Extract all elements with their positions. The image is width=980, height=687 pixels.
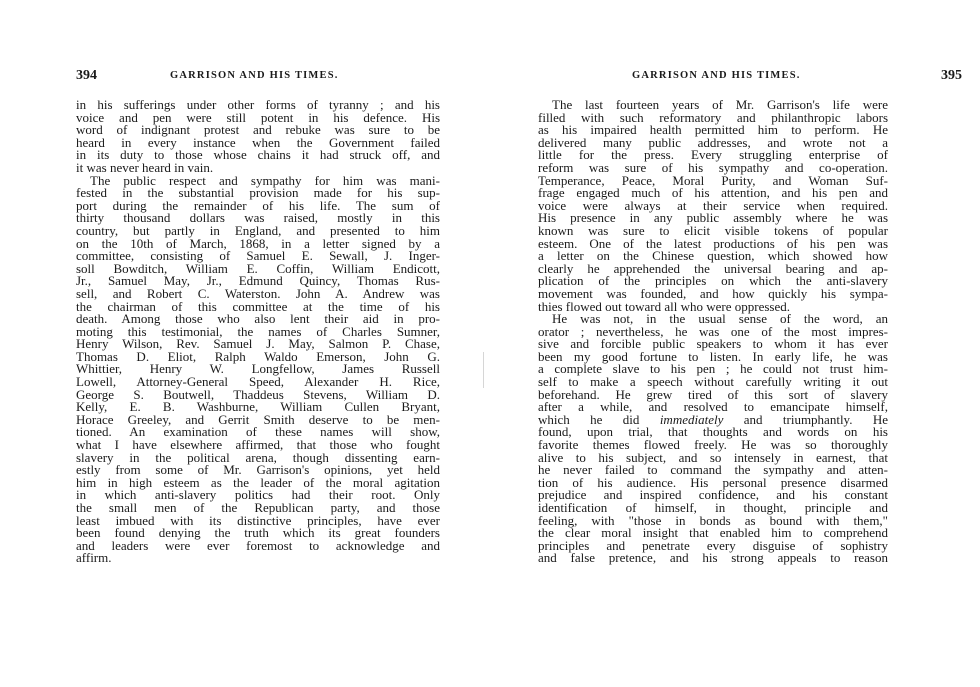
text-line: in its duty to those whose chains it had struck off, and <box>76 147 440 163</box>
text-line: what I have elsewhere affirmed, that those who fought <box>76 437 440 453</box>
text-line: fested in the substantial provision made for his sup- <box>76 185 440 201</box>
text-line: the clear moral insight that enabled him to comprehend <box>538 525 888 541</box>
text-line: thirty thousand dollars was raised, mostly in this <box>76 210 440 226</box>
text-line: Thomas D. Eliot, Ralph Waldo Emerson, John G. <box>76 348 440 364</box>
text-line: voice and pen were still potent in his defence. His <box>76 109 440 125</box>
text-line: sive and forcible public speakers to whom it has ever <box>538 336 888 352</box>
text-line: reform was sure of his sympathy and co-operation. <box>538 159 888 175</box>
text-line: Whittier, Henry W. Longfellow, James Russell <box>76 361 440 377</box>
text-line: on the 10th of March, 1868, in a letter signed by a <box>76 235 440 251</box>
text-line: been my good fortune to listen. In early life, he was <box>538 348 888 364</box>
text-line: him in high esteem as the leader of the moral agitation <box>76 474 440 490</box>
text-line: sell, and Robert C. Waterston. John A. Andrew was <box>76 285 440 301</box>
right-running-title: GARRISON AND HIS TIMES. <box>632 70 801 81</box>
left-running-head <box>76 68 446 88</box>
text-line: prejudice and inspired confidence, and his constant <box>538 487 888 503</box>
text-line: Jr., Samuel May, Jr., Edmund Quincy, Thomas Rus- <box>76 273 440 289</box>
text-line: he never failed to command the sympathy and atten- <box>538 462 888 478</box>
text-line: the small men of the Republican party, and those <box>76 500 440 515</box>
text-line: plication of the principles on which the anti-slavery <box>538 273 888 289</box>
text-line: country, but partly in England, and presented to him <box>76 222 440 238</box>
text-line: and leaders were ever foremost to acknowledge and <box>76 537 440 553</box>
text-line: identification of himself, in thought, principle and <box>538 500 888 515</box>
text-line: Temperance, Peace, Moral Purity, and Woman Suf- <box>538 172 888 188</box>
text-line: a complete slave to his pen ; he could not trust him- <box>538 361 888 377</box>
text-line: moting this testimonial, the names of Charles Sumner, <box>76 323 440 339</box>
text-line: orator ; nevertheless, he was one of the most impres- <box>538 323 888 339</box>
text-line: delivered many public addresses, and wrote not a <box>538 134 888 150</box>
text-line: little for the press. Every struggling enterprise of <box>538 147 888 163</box>
text-line: word of indignant protest and rebuke was sure to be <box>76 122 440 138</box>
text-line: feeling, with "those in bonds as bound with them," <box>538 512 888 528</box>
text-line: self to make a speech without carefully writing it out <box>538 374 888 390</box>
text-line: in his sufferings under other forms of tyranny ; and his <box>76 97 440 112</box>
text-line: tion of his audience. His personal presence disarmed <box>538 474 888 490</box>
text-line: filled with such reformatory and philanthropic labors <box>538 109 888 125</box>
text-line: least imbued with its distinctive principles, have ever <box>76 512 440 528</box>
right-text-block <box>538 99 888 565</box>
text-line: after a while, and resolved to emancipate himself, <box>538 399 888 415</box>
text-line: been found denying the truth which its great founders <box>76 525 440 541</box>
text-line: The last fourteen years of Mr. Garrison's life were <box>552 97 888 112</box>
text-line: a letter on the Chinese question, which showed how <box>538 248 888 264</box>
gutter-mark <box>483 352 484 388</box>
italic-word: immediately <box>659 411 724 427</box>
text-line: clearly he apprehended the universal bearing and ap- <box>538 260 888 276</box>
text-line: heard in every instance when the Government failed <box>76 134 440 150</box>
text-line: tioned. An examination of these names will show, <box>76 424 440 440</box>
text-line: alive to his subject, and so intensely in earnest, that <box>538 449 888 465</box>
right-running-head <box>632 68 962 88</box>
text-line: soll Bowditch, William E. Coffin, William Endicott, <box>76 260 440 276</box>
text-line: affirm. <box>76 550 112 566</box>
right-page-number: 395 <box>941 68 962 83</box>
text-line: thies flowed out toward all who were oppressed. <box>538 298 790 314</box>
text-segment: which he did <box>538 411 660 427</box>
left-text-block <box>76 99 440 565</box>
text-line: death. Among those who also lent their aid in pro- <box>76 311 440 327</box>
text-line: The public respect and sympathy for him was mani- <box>90 172 440 188</box>
text-line: and false pretence, and his strong appeals to reason <box>538 550 888 566</box>
text-line: voice were always at their service when required. <box>538 197 888 213</box>
text-line: His presence in any public assembly where he was <box>538 210 888 226</box>
text-line: Lowell, Attorney-General Speed, Alexander H. Rice, <box>76 374 440 390</box>
text-line: it was never heard in vain. <box>76 159 214 175</box>
text-line: movement was founded, and how quickly his sympa- <box>538 285 888 301</box>
text-line: favorite themes flowed freely. He was so thoroughly <box>538 437 888 453</box>
text-line: principles and penetrate every disguise of sophistry <box>538 537 888 553</box>
text-line: slavery in the political arena, though dissenting earn- <box>76 449 440 465</box>
text-line: frage engaged much of his attention, and his pen and <box>538 185 888 201</box>
text-line: the chairman of this committee at the time of his <box>76 298 440 314</box>
text-line: known was sure to elicit visible tokens of popular <box>538 222 888 238</box>
text-line: as his impaired health permitted him to perform. He <box>538 122 888 138</box>
text-line: estly from some of Mr. Garrison's opinions, yet held <box>76 462 440 478</box>
text-line: Henry Wilson, Rev. Samuel J. May, Salmon P. Chase, <box>76 336 440 352</box>
text-line: Kelly, E. B. Washburne, William Cullen Bryant, <box>76 399 440 415</box>
text-segment: and triumphantly. He <box>723 411 888 427</box>
text-line: port during the remainder of his life. The sum of <box>76 197 440 213</box>
text-line: beforehand. He grew tired of this sort of slavery <box>538 386 888 402</box>
text-line: found, upon trial, that thoughts and words on his <box>538 424 888 440</box>
left-page-number: 394 <box>76 68 97 83</box>
text-line: committee, consisting of Samuel E. Sewall, J. Inger- <box>76 248 440 264</box>
text-line: esteem. One of the latest productions of his pen was <box>538 235 888 251</box>
text-line: in which anti-slavery politics had their root. Only <box>76 487 440 503</box>
text-line: Horace Greeley, and Gerrit Smith deserve to be men- <box>76 411 440 427</box>
left-running-title: GARRISON AND HIS TIMES. <box>170 70 339 81</box>
text-line: He was not, in the usual sense of the word, an <box>552 311 888 327</box>
text-line: George S. Boutwell, Thaddeus Stevens, William D. <box>76 386 440 402</box>
